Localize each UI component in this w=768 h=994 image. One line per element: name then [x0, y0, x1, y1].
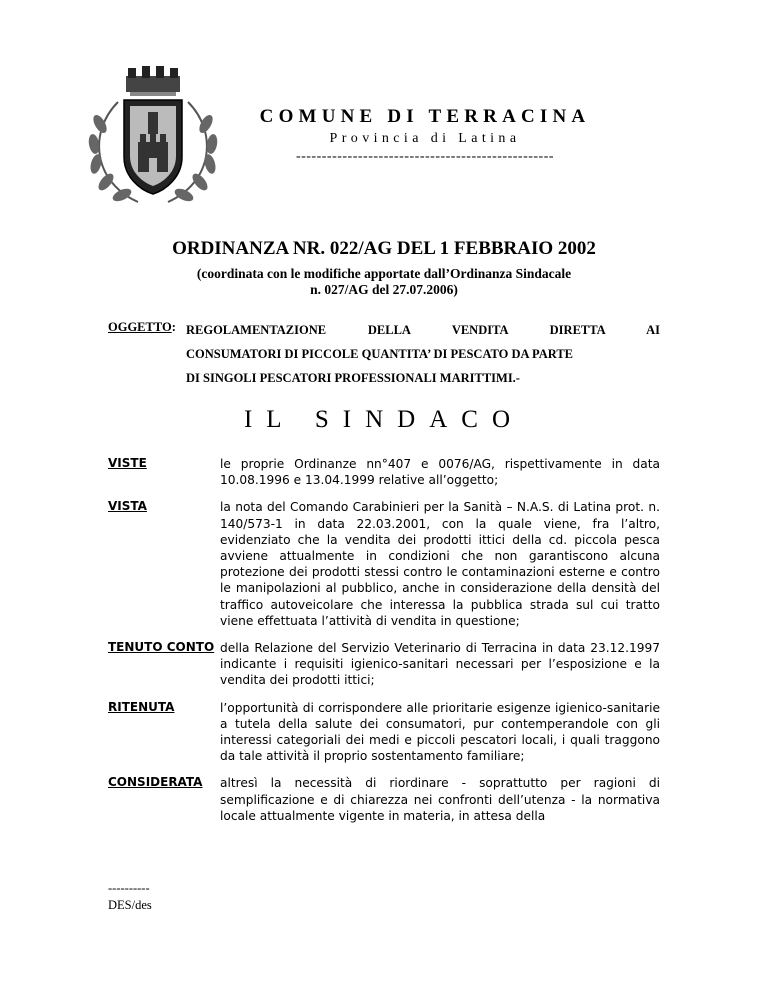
premise-row: [108, 456, 660, 488]
premise-text: altresì la necessità di riordinare - soprattutto per ragioni di semplificazione e di chiarezza nei confronti dell’utenza - la normativa locale attualmente vigente in materia, in attesa della: [220, 776, 660, 823]
footer-ref-code: DES/des: [108, 898, 152, 912]
premise-label: TENUTO CONTO: [108, 640, 215, 655]
oggetto-text: [186, 318, 660, 390]
oggetto-label: OGGETTO: [108, 320, 172, 334]
provincia-name: Provincia di Latina: [329, 131, 521, 146]
premise-text: le proprie Ordinanze nn°407 e 0076/AG, rispettivamente in data 10.08.1996 e 13.04.1999 relative all’oggetto;: [220, 457, 660, 488]
premise-row: [108, 499, 660, 629]
oggetto-line-3: DI SINGOLI PESCATORI PROFESSIONALI MARITTIMI.-: [186, 371, 520, 385]
document-title: ORDINANZA NR. 022/AG DEL 1 FEBBRAIO 2002: [172, 238, 596, 259]
header-block: [250, 106, 600, 167]
premise-label: VISTA: [108, 499, 147, 514]
il-sindaco-heading: IL SINDACO: [243, 406, 525, 433]
premise-label: VISTE: [108, 456, 147, 470]
premise-row: [108, 700, 660, 765]
premise-label: RITENUTA: [108, 699, 175, 714]
premises-list: [108, 456, 660, 835]
oggetto-colon: :: [171, 320, 176, 334]
premise-text: l’opportunità di corrispondere alle prioritarie esigenze igienico-sanitarie a tutela della salute dei consumatori, pur contemperandole con gli interessi categoriali dei medi e piccoli pescatori locali, i quali traggono da tale attività il proprio sostentamento familiare;: [220, 700, 660, 764]
premise-text: della Relazione del Servizio Veterinario di Terracina in data 23.12.1997 indicante i requisiti igienico-sanitari necessari per l’esposizione e la vendita dei prodotti ittici;: [220, 641, 660, 688]
premise-row: [108, 640, 660, 689]
oggetto-line-1: REGOLAMENTAZIONE DELLA VENDITA DIRETTA AI: [186, 323, 660, 337]
header-divider: --------------------------------------------------: [295, 149, 555, 164]
oggetto-line-2: CONSUMATORI DI PICCOLE QUANTITA’ DI PESCATO DA PARTE: [186, 347, 573, 361]
premise-label: CONSIDERATA: [108, 775, 203, 790]
footer-reference: [108, 880, 152, 914]
premise-row: [108, 775, 660, 824]
subtitle-line-1: (coordinata con le modifiche apportate dall’Ordinanza Sindacale: [196, 266, 572, 281]
footer-divider: ----------: [108, 881, 150, 895]
comune-name: COMUNE DI TERRACINA: [259, 106, 591, 127]
document-subtitle: [0, 266, 768, 298]
coat-of-arms-logo: [78, 62, 228, 212]
subtitle-line-2: n. 027/AG del 27.07.2006): [310, 282, 458, 297]
premise-text: la nota del Comando Carabinieri per la Sanità – N.A.S. di Latina prot. n. 140/573-1 in data 22.03.2001, con la quale viene, fra l’altro, evidenziato che la vendita dei prodotti ittici della cd. piccola pesca avviene attualmente in condizioni che non garantiscono alcuna protezione dei prodotti stessi contro le contaminazioni esterne e contro le manipolazioni al pubblico, anche in considerazione della densità del traffico autoveicolare che interessa la pubblica strada sul cui tratto viene effettuata l’attività di vendita in questione;: [220, 500, 660, 628]
